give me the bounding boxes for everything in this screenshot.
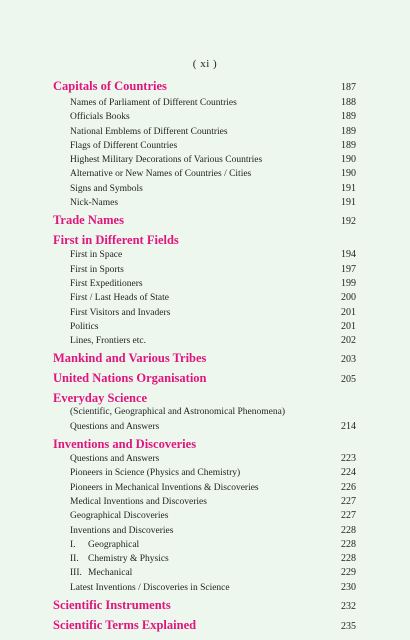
toc-title: Flags of Different Countries xyxy=(70,140,178,151)
toc-roman-numeral: III. xyxy=(70,568,82,579)
toc-page-number: 226 xyxy=(341,481,356,493)
toc-page-number: 189 xyxy=(341,139,356,151)
toc-page-number: 191 xyxy=(341,182,356,194)
toc-entry xyxy=(53,581,356,595)
toc-entry xyxy=(53,406,356,419)
toc-page-number: 187 xyxy=(341,82,356,93)
toc-entry xyxy=(53,263,356,277)
toc-title: First in Space xyxy=(70,250,123,261)
toc-title: Inventions and Discoveries xyxy=(53,437,197,452)
toc-title: Mankind and Various Tribes xyxy=(53,351,207,366)
toc-entry xyxy=(53,320,356,334)
toc-title: United Nations Organisation xyxy=(53,371,207,386)
toc-title: Latest Inventions / Discoveries in Science xyxy=(70,582,230,593)
toc-entry xyxy=(53,466,356,480)
toc-entry xyxy=(53,552,356,566)
toc-entry xyxy=(53,277,356,291)
toc-title: First Expeditioners xyxy=(70,278,143,289)
toc-entry xyxy=(53,167,356,181)
toc-title: First in Different Fields xyxy=(53,233,179,248)
toc-title: Inventions and Discoveries xyxy=(70,525,174,536)
toc-roman-numeral: I. xyxy=(70,539,76,550)
toc-page-number: 192 xyxy=(341,216,356,228)
toc-entry xyxy=(53,125,356,139)
toc-title: First in Sports xyxy=(70,264,124,275)
toc-title: Scientific Instruments xyxy=(53,598,171,613)
toc-page-number: 224 xyxy=(341,467,356,479)
toc-title-text: Chemistry & Physics xyxy=(88,554,169,565)
toc-page-number: 189 xyxy=(341,125,356,137)
toc-entry xyxy=(53,96,356,110)
toc-heading xyxy=(53,78,356,96)
toc-title: Pioneers in Mechanical Inventions & Discoveries xyxy=(70,482,259,493)
toc-title: Lines, Frontiers etc. xyxy=(70,336,146,347)
toc-page-number: 200 xyxy=(341,292,356,304)
toc-title: Trade Names xyxy=(53,213,124,228)
toc-entry xyxy=(53,495,356,509)
toc-title xyxy=(70,553,169,566)
toc-title: First / Last Heads of State xyxy=(70,293,169,304)
toc-heading xyxy=(53,617,356,635)
toc-title: Alternative or New Names of Countries / Cities xyxy=(70,169,252,180)
toc-heading xyxy=(53,390,356,406)
toc-page-number: 191 xyxy=(341,197,356,209)
toc-page-number: 190 xyxy=(341,168,356,180)
toc-page-number: 230 xyxy=(341,581,356,593)
toc-entry xyxy=(53,153,356,167)
toc-heading xyxy=(53,436,356,452)
page-number: ( xi ) xyxy=(192,58,218,70)
toc-title: Everyday Science xyxy=(53,391,148,406)
toc-title xyxy=(70,539,139,552)
toc-title: Nick-Names xyxy=(70,198,119,209)
toc-title: First Visitors and Invaders xyxy=(70,307,171,318)
toc-page-number: 228 xyxy=(341,538,356,550)
toc-title: Signs and Symbols xyxy=(70,183,143,194)
toc-page-number: 203 xyxy=(341,354,356,366)
toc-entry xyxy=(53,248,356,262)
toc-title: Capitals of Countries xyxy=(53,79,167,93)
toc-page-number: 228 xyxy=(341,553,356,565)
toc-entry xyxy=(53,110,356,124)
toc-title: Pioneers in Science (Physics and Chemistry) xyxy=(70,468,241,479)
toc-page-number: 188 xyxy=(341,97,356,108)
table-of-contents xyxy=(53,76,356,635)
toc-entry xyxy=(53,538,356,552)
toc-page-number: 227 xyxy=(341,495,356,507)
toc-heading xyxy=(53,232,356,248)
toc-entry xyxy=(53,139,356,153)
toc-heading xyxy=(53,212,356,230)
toc-page-number: 214 xyxy=(341,420,356,432)
toc-page-number: 235 xyxy=(341,621,356,633)
toc-page-number: 201 xyxy=(341,306,356,318)
toc-entry xyxy=(53,291,356,305)
toc-page-number: 227 xyxy=(341,510,356,522)
toc-page-number: 232 xyxy=(341,601,356,613)
toc-entry xyxy=(53,452,356,466)
toc-title-text: Geographical xyxy=(88,539,140,550)
toc-title: Politics xyxy=(70,321,99,332)
toc-title: Names of Parliament of Different Countries xyxy=(70,98,237,108)
toc-entry xyxy=(53,420,356,434)
toc-page-number: 229 xyxy=(341,567,356,579)
toc-entry xyxy=(53,334,356,348)
toc-page-number: 197 xyxy=(341,263,356,275)
toc-title: Medical Inventions and Discoveries xyxy=(70,496,207,507)
toc-page-number: 202 xyxy=(341,335,356,347)
toc-page-number: 223 xyxy=(341,453,356,465)
toc-title: Questions and Answers xyxy=(70,421,160,432)
toc-title: Questions and Answers xyxy=(70,454,160,465)
toc-page-number: 190 xyxy=(341,154,356,166)
toc-entry xyxy=(53,509,356,523)
toc-entry xyxy=(53,196,356,210)
toc-heading xyxy=(53,370,356,388)
toc-title: Geographical Discoveries xyxy=(70,511,169,522)
toc-entry xyxy=(53,524,356,538)
toc-title xyxy=(70,567,132,580)
toc-entry xyxy=(53,481,356,495)
toc-title: (Scientific, Geographical and Astronomical Phenomena) xyxy=(70,407,286,418)
toc-title: Scientific Terms Explained xyxy=(53,618,197,633)
toc-heading xyxy=(53,350,356,368)
toc-title: National Emblems of Different Countries xyxy=(70,126,228,137)
toc-entry xyxy=(53,306,356,320)
toc-page-number: 228 xyxy=(341,524,356,536)
toc-roman-numeral: II. xyxy=(70,554,79,565)
toc-page-number: 205 xyxy=(341,374,356,386)
toc-entry xyxy=(53,182,356,196)
toc-page-number: 201 xyxy=(341,320,356,332)
toc-title-text: Mechanical xyxy=(88,568,133,579)
toc-page-number: 189 xyxy=(341,111,356,123)
toc-heading xyxy=(53,597,356,615)
toc-entry xyxy=(53,566,356,580)
toc-title: Officials Books xyxy=(70,112,130,123)
toc-page-number: 194 xyxy=(341,249,356,261)
toc-title: Highest Military Decorations of Various Countries xyxy=(70,155,263,166)
toc-page-number: 199 xyxy=(341,277,356,289)
